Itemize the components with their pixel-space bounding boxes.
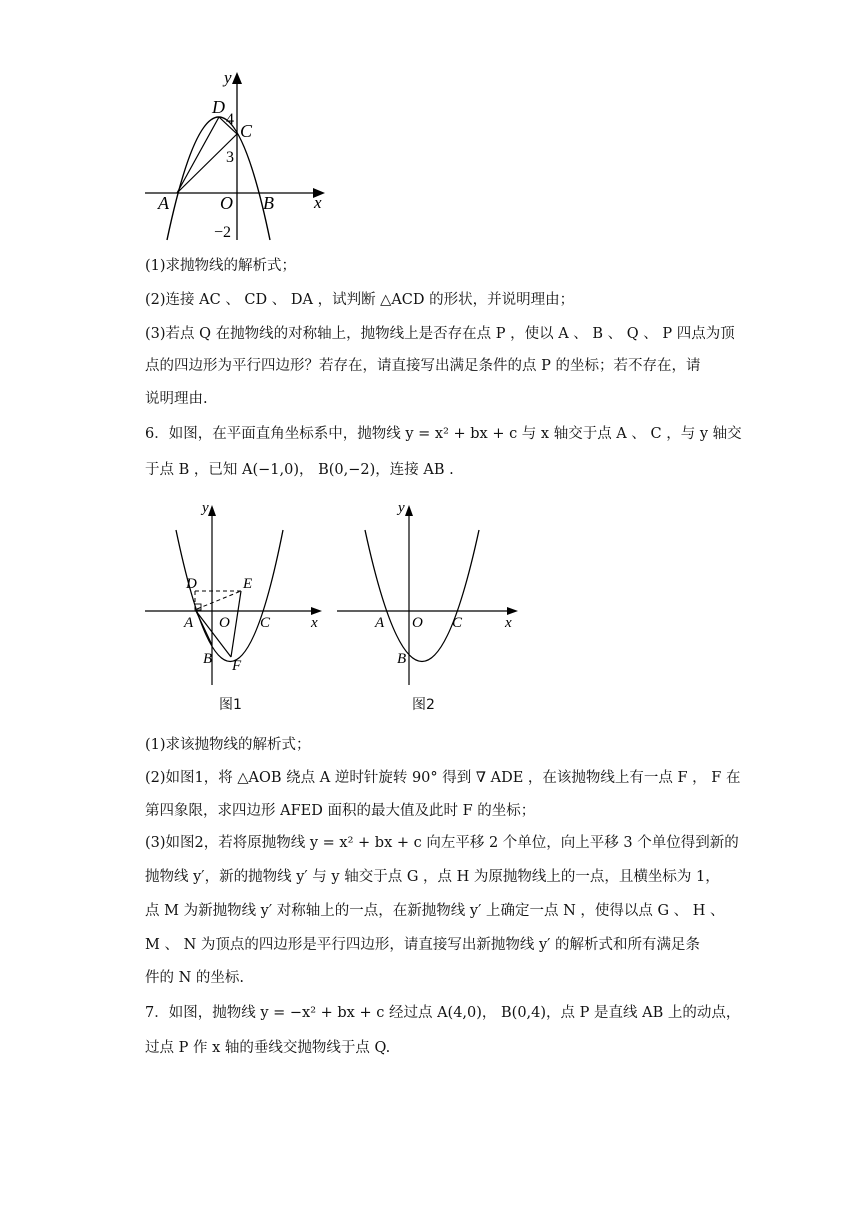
- label-x: x: [505, 615, 512, 631]
- figure-q5-parabola: [140, 66, 340, 246]
- q5-part3-line3: 说明理由.: [145, 391, 208, 407]
- q6-stem-line1: 6．如图，在平面直角坐标系中，抛物线 y = x² + bx + c 与 x 轴交于点 A 、 C ，与 y 轴交: [145, 426, 742, 442]
- label-B: B: [263, 193, 274, 213]
- q6-stem-line2: 于点 B ，已知 A(−1,0)， B(0,−2)，连接 AB .: [145, 462, 454, 478]
- parabola-curve: [365, 530, 479, 662]
- q5-part3-line2: 点的四边形为平行四边形？若存在，请直接写出满足条件的点 P 的坐标；若不存在，请: [145, 358, 701, 374]
- label-O: O: [412, 615, 423, 631]
- y-axis-arrow-icon: [405, 505, 413, 516]
- tick-minus-2: −2: [214, 224, 232, 241]
- label-D: D: [186, 576, 197, 592]
- label-D: D: [212, 97, 225, 117]
- label-C: C: [260, 615, 271, 631]
- label-A: A: [184, 615, 194, 631]
- segment-EF: [231, 591, 241, 657]
- label-O: O: [220, 193, 233, 213]
- q6-part3-line4: M 、 N 为顶点的四边形是平行四边形，请直接写出新抛物线 y′ 的解析式和所有满足条: [145, 937, 701, 953]
- label-A: A: [375, 615, 385, 631]
- x-axis-arrow-icon: [311, 607, 322, 615]
- label-y: y: [202, 500, 209, 516]
- label-E: E: [243, 576, 253, 592]
- label-O: O: [219, 615, 230, 631]
- q6-part2-line2: 第四象限，求四边形 AFED 面积的最大值及此时 F 的坐标；: [145, 803, 536, 819]
- label-x: x: [314, 193, 322, 212]
- q5-part2: (2)连接 AC 、 CD 、 DA ，试判断 △ACD 的形状，并说明理由；: [145, 292, 575, 308]
- label-B: B: [203, 651, 213, 667]
- x-axis-arrow-icon: [507, 607, 518, 615]
- label-A: A: [158, 193, 169, 213]
- figure-q6-fig2: [330, 495, 520, 685]
- y-axis-arrow-icon: [232, 72, 242, 84]
- label-C: C: [452, 615, 463, 631]
- q7-stem-line2: 过点 P 作 x 轴的垂线交抛物线于点 Q.: [145, 1040, 391, 1056]
- fig2-caption: 图2: [412, 697, 435, 713]
- label-B: B: [397, 651, 407, 667]
- q5-part3-line1: (3)若点 Q 在抛物线的对称轴上，抛物线上是否存在点 P ，使以 A 、 B 、 Q 、 P 四点为顶: [145, 326, 735, 342]
- q6-part3-line5: 件的 N 的坐标.: [145, 970, 245, 986]
- q7-stem-line1: 7．如图，抛物线 y = −x² + bx + c 经过点 A(4,0)， B(0,4)，点 P 是直线 AB 上的动点，: [145, 1005, 741, 1021]
- label-y: y: [398, 500, 405, 516]
- q6-part1: (1)求该抛物线的解析式；: [145, 737, 311, 753]
- dashed-AE: [197, 591, 241, 609]
- q6-part3-line3: 点 M 为新抛物线 y′ 对称轴上的一点，在新抛物线 y′ 上确定一点 N ，使得以点 G 、 H 、: [145, 903, 725, 919]
- q6-part3-line1: (3)如图2，若将原抛物线 y = x² + bx + c 向左平移 2 个单位，向上平移 3 个单位得到新的: [145, 835, 739, 851]
- parabola-curve: [167, 117, 270, 240]
- q5-part1: (1)求抛物线的解析式；: [145, 258, 297, 274]
- tick-3: 3: [226, 149, 234, 166]
- figure-q6-fig1: [140, 495, 340, 685]
- segment-AD: [177, 117, 219, 193]
- label-y: y: [224, 68, 232, 87]
- label-x: x: [311, 615, 318, 631]
- q6-part2-line1: (2)如图1，将 △AOB 绕点 A 逆时针旋转 90° 得到 ∇ ADE ，在该抛物线上有一点 F ， F 在: [145, 770, 741, 786]
- tick-4: 4: [226, 111, 234, 128]
- fig1-caption: 图1: [219, 697, 242, 713]
- q6-part3-line2: 抛物线 y′，新的抛物线 y′ 与 y 轴交于点 G ，点 H 为原抛物线上的一点，且横坐标为 1，: [145, 869, 720, 885]
- label-F: F: [232, 658, 242, 674]
- label-C: C: [240, 121, 253, 141]
- y-axis-arrow-icon: [208, 505, 216, 516]
